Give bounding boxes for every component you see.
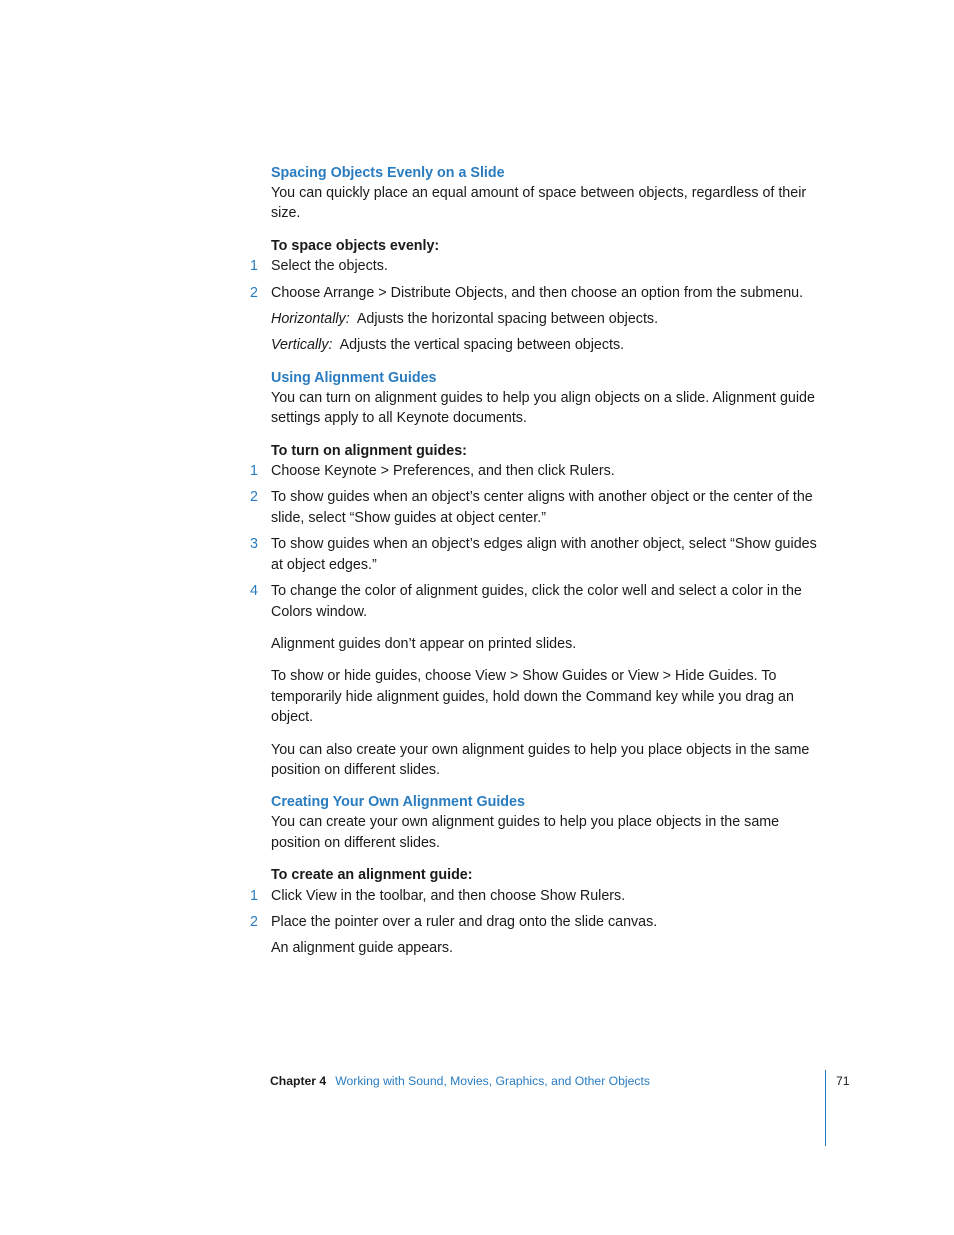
step-number: 1 (250, 258, 258, 275)
note-paragraph: You can also create your own alignment guides to help you place objects in the same position on different slides. (271, 741, 810, 778)
section-heading-creating-guides: Creating Your Own Alignment Guides (271, 794, 525, 811)
note-paragraph: Alignment guides don’t appear on printed slides. (271, 635, 577, 652)
step-number: 4 (250, 583, 258, 600)
page-body (250, 163, 831, 959)
step-number: 2 (250, 913, 258, 930)
task-lead: To space objects evenly: (271, 237, 440, 254)
section-intro: You can create your own alignment guides to help you place objects in the same position on different slides. (271, 814, 780, 851)
note-paragraph: To show or hide guides, choose View > Show Guides or View > Hide Guides. To temporarily hide alignment guides, hold down the Command key while you drag an object. (271, 668, 794, 726)
task-lead: To create an alignment guide: (271, 867, 473, 884)
list-item: 2 Choose Arrange > Distribute Objects, and then choose an option from the submenu. (271, 283, 831, 303)
page-footer (270, 1072, 650, 1090)
list-item: 2 Place the pointer over a ruler and drag onto the slide canvas. (271, 912, 831, 932)
section-intro: You can turn on alignment guides to help you align objects on a slide. Alignment guide settings apply to all Keynote documents. (271, 389, 815, 427)
list-item: 1 Choose Keynote > Preferences, and then click Rulers. (271, 461, 831, 481)
footer-chapter-title: Working with Sound, Movies, Graphics, and Other Objects (335, 1074, 650, 1088)
task-lead: To turn on alignment guides: (271, 442, 467, 459)
option-description: Vertically: Adjusts the vertical spacing between objects. (271, 337, 625, 354)
section-heading-alignment-guides: Using Alignment Guides (271, 369, 437, 386)
step-number: 2 (250, 489, 258, 506)
step-number: 3 (250, 536, 258, 553)
step-number: 1 (250, 463, 258, 480)
list-item: 1 Select the objects. (271, 256, 831, 276)
list-item: 1 Click View in the toolbar, and then choose Show Rulers. (271, 886, 831, 906)
page-number: 71 (836, 1074, 850, 1088)
footer-divider (825, 1070, 826, 1146)
step-number: 1 (250, 887, 258, 904)
list-item: 3 To show guides when an object’s edges align with another object, select “Show guides at object edges.” (250, 536, 817, 573)
list-item: 2 To show guides when an object’s center aligns with another object or the center of the slide, select “Show guides at object center.” (250, 489, 813, 526)
step-number: 2 (250, 284, 258, 301)
list-item: 4 To change the color of alignment guides, click the color well and select a color in the Colors window. (250, 583, 802, 620)
section-intro: You can quickly place an equal amount of space between objects, regardless of their size. (271, 185, 807, 222)
section-heading-spacing: Spacing Objects Evenly on a Slide (271, 165, 505, 181)
option-description: Horizontally: Adjusts the horizontal spacing between objects. (271, 311, 659, 328)
result-text: An alignment guide appears. (271, 940, 454, 957)
footer-chapter: Chapter 4 (270, 1074, 327, 1088)
